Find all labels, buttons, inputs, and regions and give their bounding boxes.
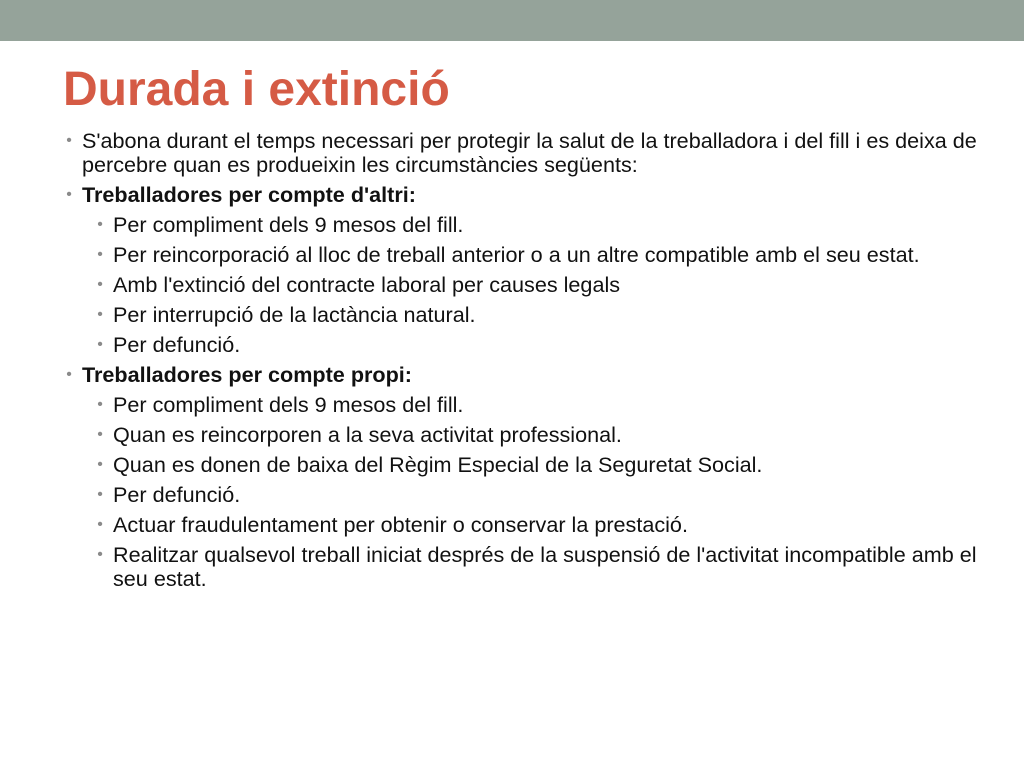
bullet-icon: • [66,366,72,383]
bullet-icon: • [97,306,103,323]
list-item [66,182,987,207]
list-item-text: S'abona durant el temps necessari per protegir la salut de la treballadora i del fill i es deixa de percebre quan es produeixin les circumstàncies següents: [82,128,977,177]
bullet-icon: • [66,186,72,203]
list-item [97,392,987,417]
bullet-icon: • [97,396,103,413]
bullet-icon: • [97,276,103,293]
list-item-text: Actuar fraudulentament per obtenir o conservar la prestació. [113,512,688,537]
list-item-text: Per reincorporació al lloc de treball anterior o a un altre compatible amb el seu estat. [113,242,920,267]
list-item-text: Per interrupció de la lactància natural. [113,302,476,327]
list-item [97,272,987,297]
bullet-icon: • [97,546,103,563]
list-item [97,542,987,591]
slide-title: Durada i extinció [63,63,450,116]
bullet-icon: • [97,516,103,533]
list-item-text: Per defunció. [113,482,241,507]
bullet-list [66,128,987,597]
list-item-text: Quan es reincorporen a la seva activitat professional. [113,422,622,447]
bullet-icon: • [97,426,103,443]
list-item [97,242,987,267]
list-item-text: Per compliment dels 9 mesos del fill. [113,212,464,237]
list-item-text: Realitzar qualsevol treball iniciat després de la suspensió de l'activitat incompatible amb el seu estat. [113,542,977,591]
bullet-icon: • [97,486,103,503]
list-item [97,212,987,237]
list-item-text: Amb l'extinció del contracte laboral per causes legals [113,272,621,297]
list-item-text: Quan es donen de baixa del Règim Especial de la Seguretat Social. [113,452,763,477]
list-item-text: Treballadores per compte propi: [82,362,412,387]
bullet-icon: • [66,132,72,149]
bullet-icon: • [97,216,103,233]
list-item [97,332,987,357]
list-item [97,302,987,327]
list-item [97,482,987,507]
list-item [97,422,987,447]
bullet-icon: • [97,456,103,473]
list-item [97,512,987,537]
list-item [66,362,987,387]
list-item [66,128,987,177]
list-item-text: Per defunció. [113,332,241,357]
bullet-icon: • [97,246,103,263]
list-item [97,452,987,477]
list-item-text: Per compliment dels 9 mesos del fill. [113,392,464,417]
bullet-icon: • [97,336,103,353]
list-item-text: Treballadores per compte d'altri: [82,182,416,207]
top-accent-bar [0,0,1024,41]
